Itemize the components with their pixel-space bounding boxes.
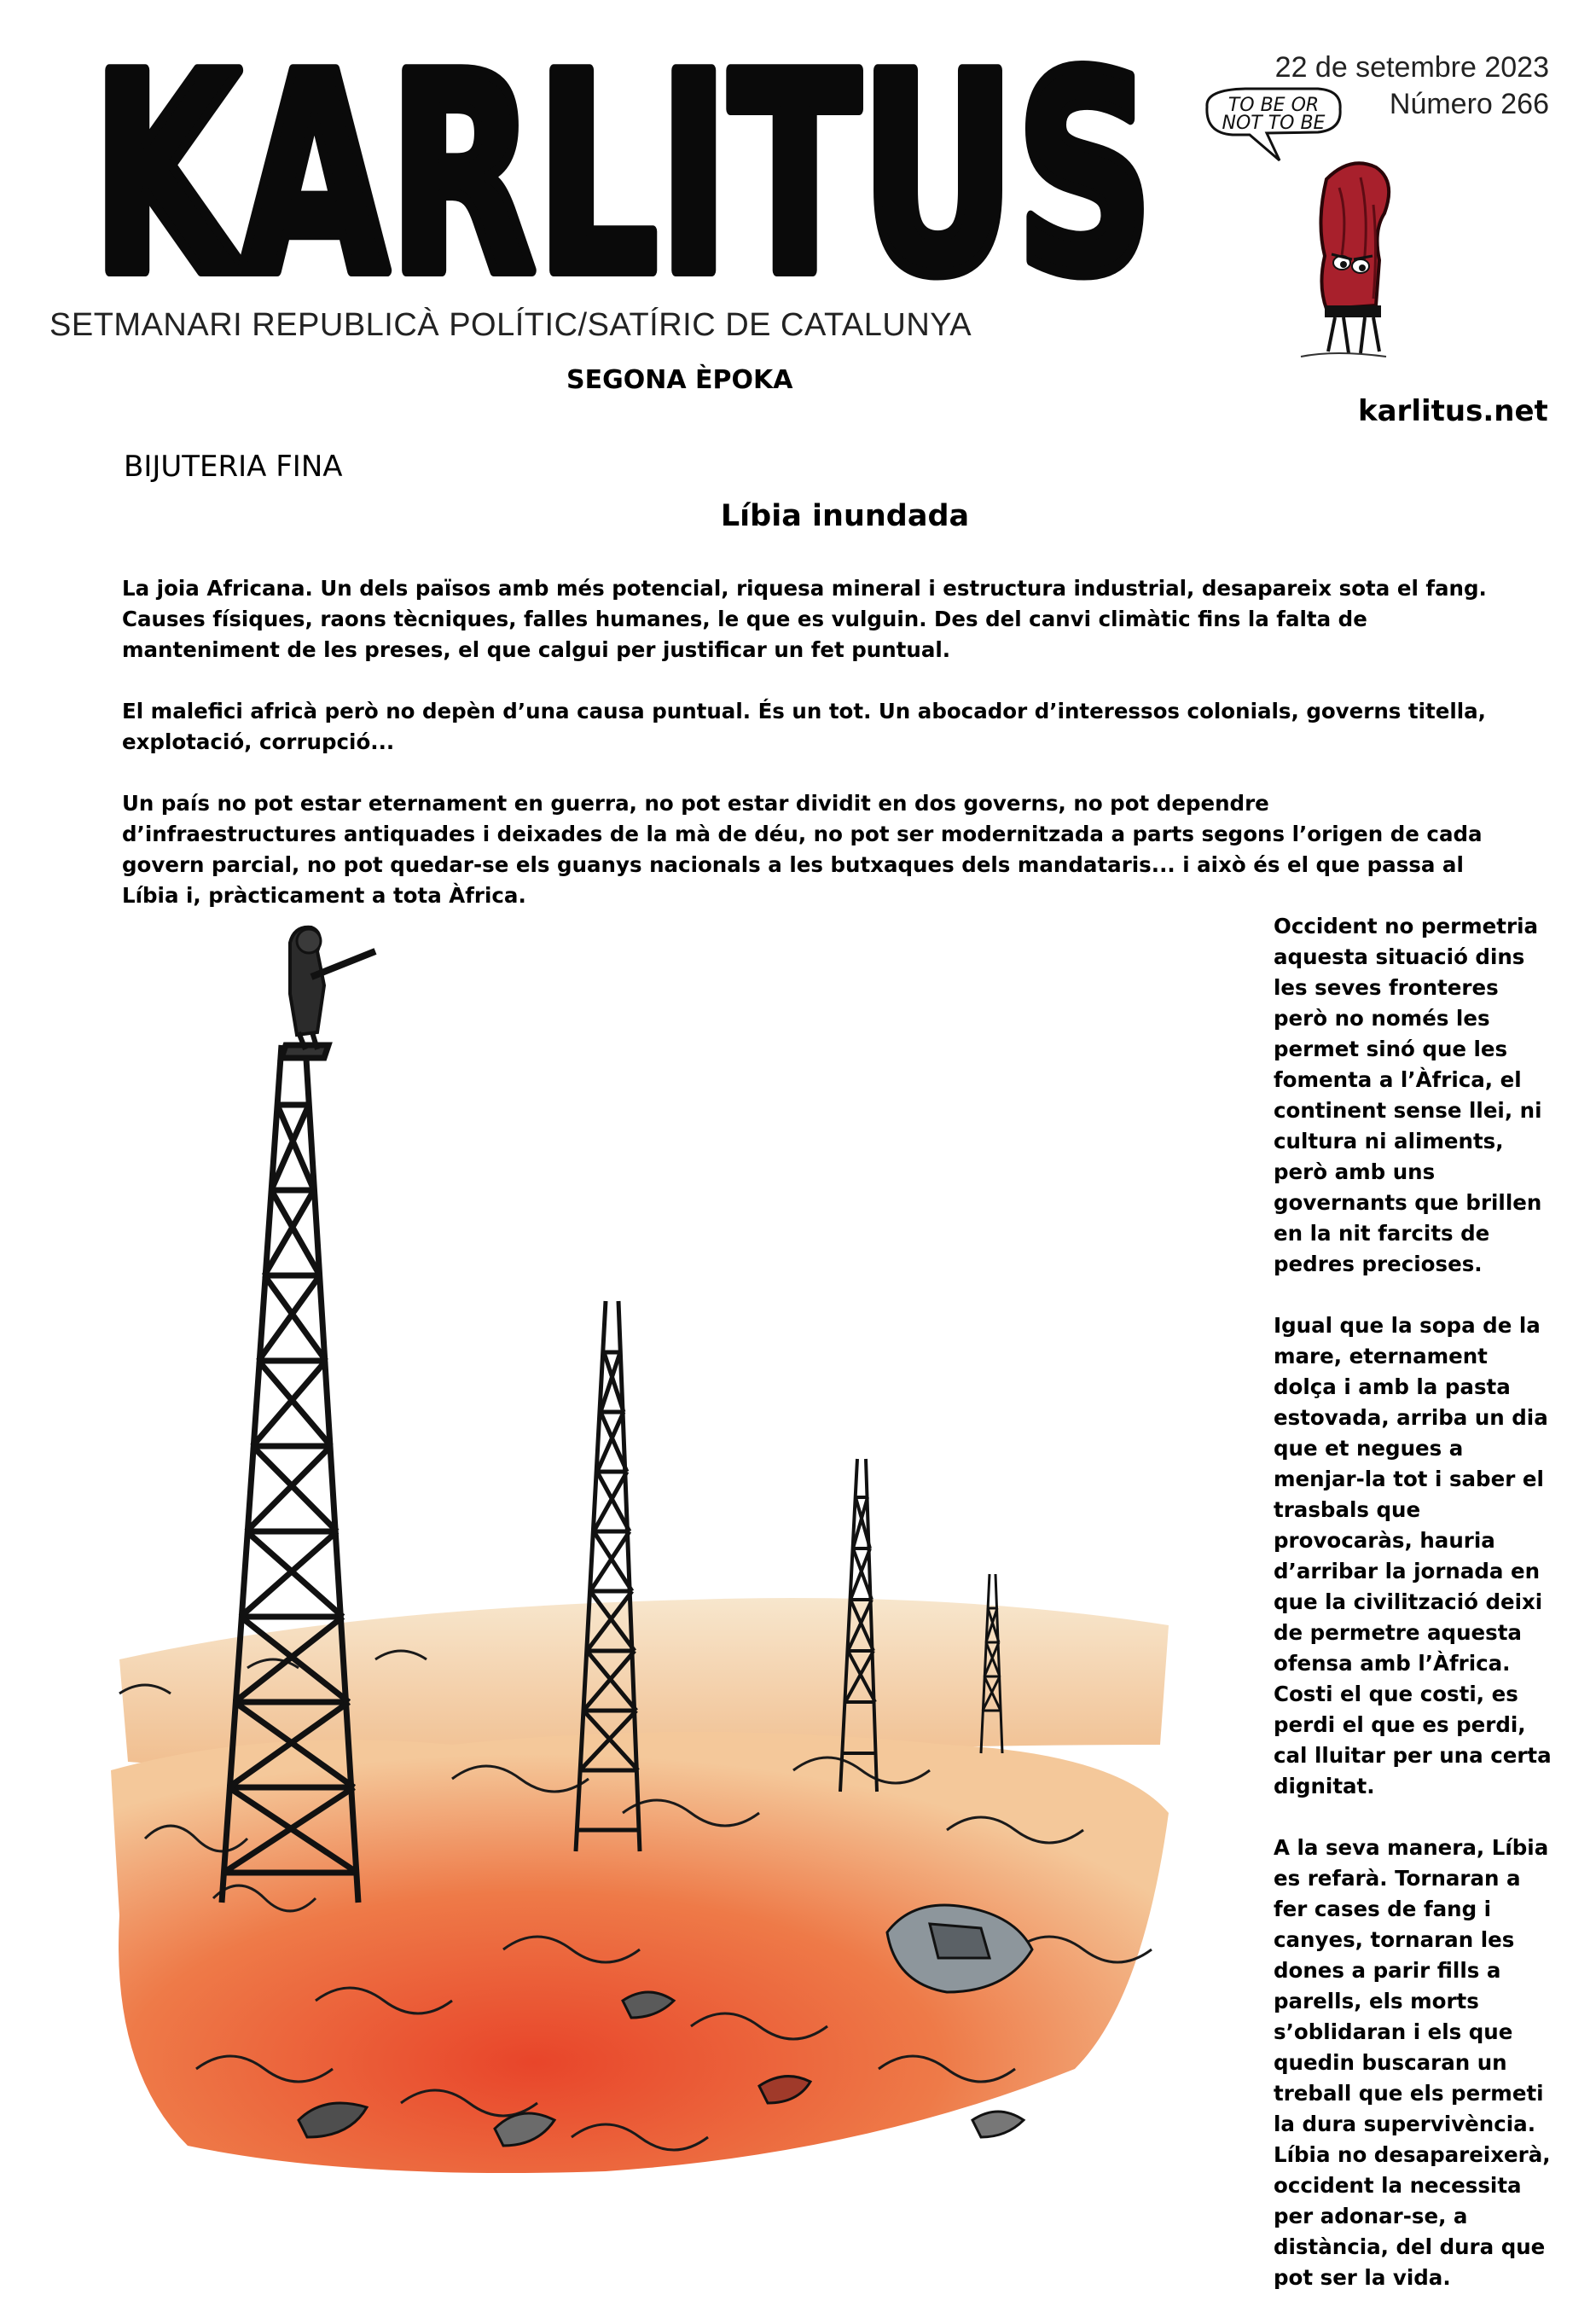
- section-label: BIJUTERIA FINA: [124, 450, 343, 484]
- issue-date: 22 de setembre 2023: [1274, 51, 1549, 84]
- side-paragraph: Occident no permetria aquesta situació dins les seves fronteres però no només les permet sinó que les fomenta a l’Àfrica, el continent sense llei, ni cultura ni aliments, però amb uns governants que brillen en la nit farcits de pedres precioses.: [1274, 914, 1542, 1276]
- masthead-title: KARLITUS: [91, 47, 1154, 307]
- intro-paragraph: Un país no pot estar eternament en guerra, no pot estar dividit en dos governs, no pot dependre d’infraestructures antiquades i deixades de la mà de déu, no pot ser modernitzada a parts segons l’origen de cada govern parcial, no pot quedar-se els guanys nacionals a les butxaques dels mandataris... i això és el que passa al Líbia i, pràcticament a tota Àfrica.: [122, 791, 1483, 908]
- side-paragraph: Igual que la sopa de la mare, eternament dolça i amb la pasta estovada, arriba un dia que et negues a menjar-la tot i saber el trasbals que provocaràs, hauria d’arribar la jornada en que la civilització deixi de permetre aquesta ofensa amb l’Àfrica. Costi el que costi, es perdi el que es perdi, cal lluitar per una certa dignitat.: [1274, 1313, 1552, 1798]
- masthead-tagline: SETMANARI REPUBLICÀ POLÍTIC/SATÍRIC DE CATALUNYA: [49, 307, 972, 343]
- speech-bubble: [1207, 89, 1340, 160]
- side-paragraph: A la seva manera, Líbia es refarà. Tornaran a fer cases de fang i canyes, tornaran les dones a parir fills a parells, els morts s’oblidaran i els que quedin buscaran un treball que els permeti la dura supervivència. Líbia no desapareixerà, occident la necessita per adonar-se, a distància, del dura que pot ser la vida.: [1274, 1835, 1551, 2290]
- soldier-figure: [290, 927, 375, 1049]
- speech-line-2: NOT TO BE: [1222, 113, 1326, 134]
- mascot-character: [1301, 163, 1389, 357]
- speech-line-1: TO BE OR: [1227, 95, 1320, 116]
- intro-paragraph: El malefici africà però no depèn d’una causa puntual. És un tot. Un abocador d’interessos colonials, governs titella, explotació, corrupció...: [122, 699, 1486, 754]
- masthead-logo: [85, 47, 1160, 307]
- mascot-illustration: [1198, 85, 1403, 384]
- intro-paragraph: La joia Africana. Un dels països amb més potencial, riquesa mineral i estructura industrial, desapareix sota el fang. Causes físiques, raons tècniques, falles humanes, le que es vulguin. Des del canvi climàtic fins la falta de manteniment de les preses, el que calgui per justificar un fet puntual.: [122, 576, 1487, 662]
- issue-number: Número 266: [1389, 87, 1549, 120]
- article-title: Líbia inundada: [720, 499, 970, 533]
- oil-derricks-illustration: [94, 892, 1228, 2214]
- masthead: [85, 47, 1160, 320]
- article-intro: [122, 573, 1487, 942]
- article-side-column: [1274, 911, 1555, 2324]
- site-url[interactable]: karlitus.net: [1358, 394, 1548, 428]
- derrick-2: [576, 1301, 640, 1851]
- masthead-epoch: SEGONA ÈPOKA: [566, 365, 793, 395]
